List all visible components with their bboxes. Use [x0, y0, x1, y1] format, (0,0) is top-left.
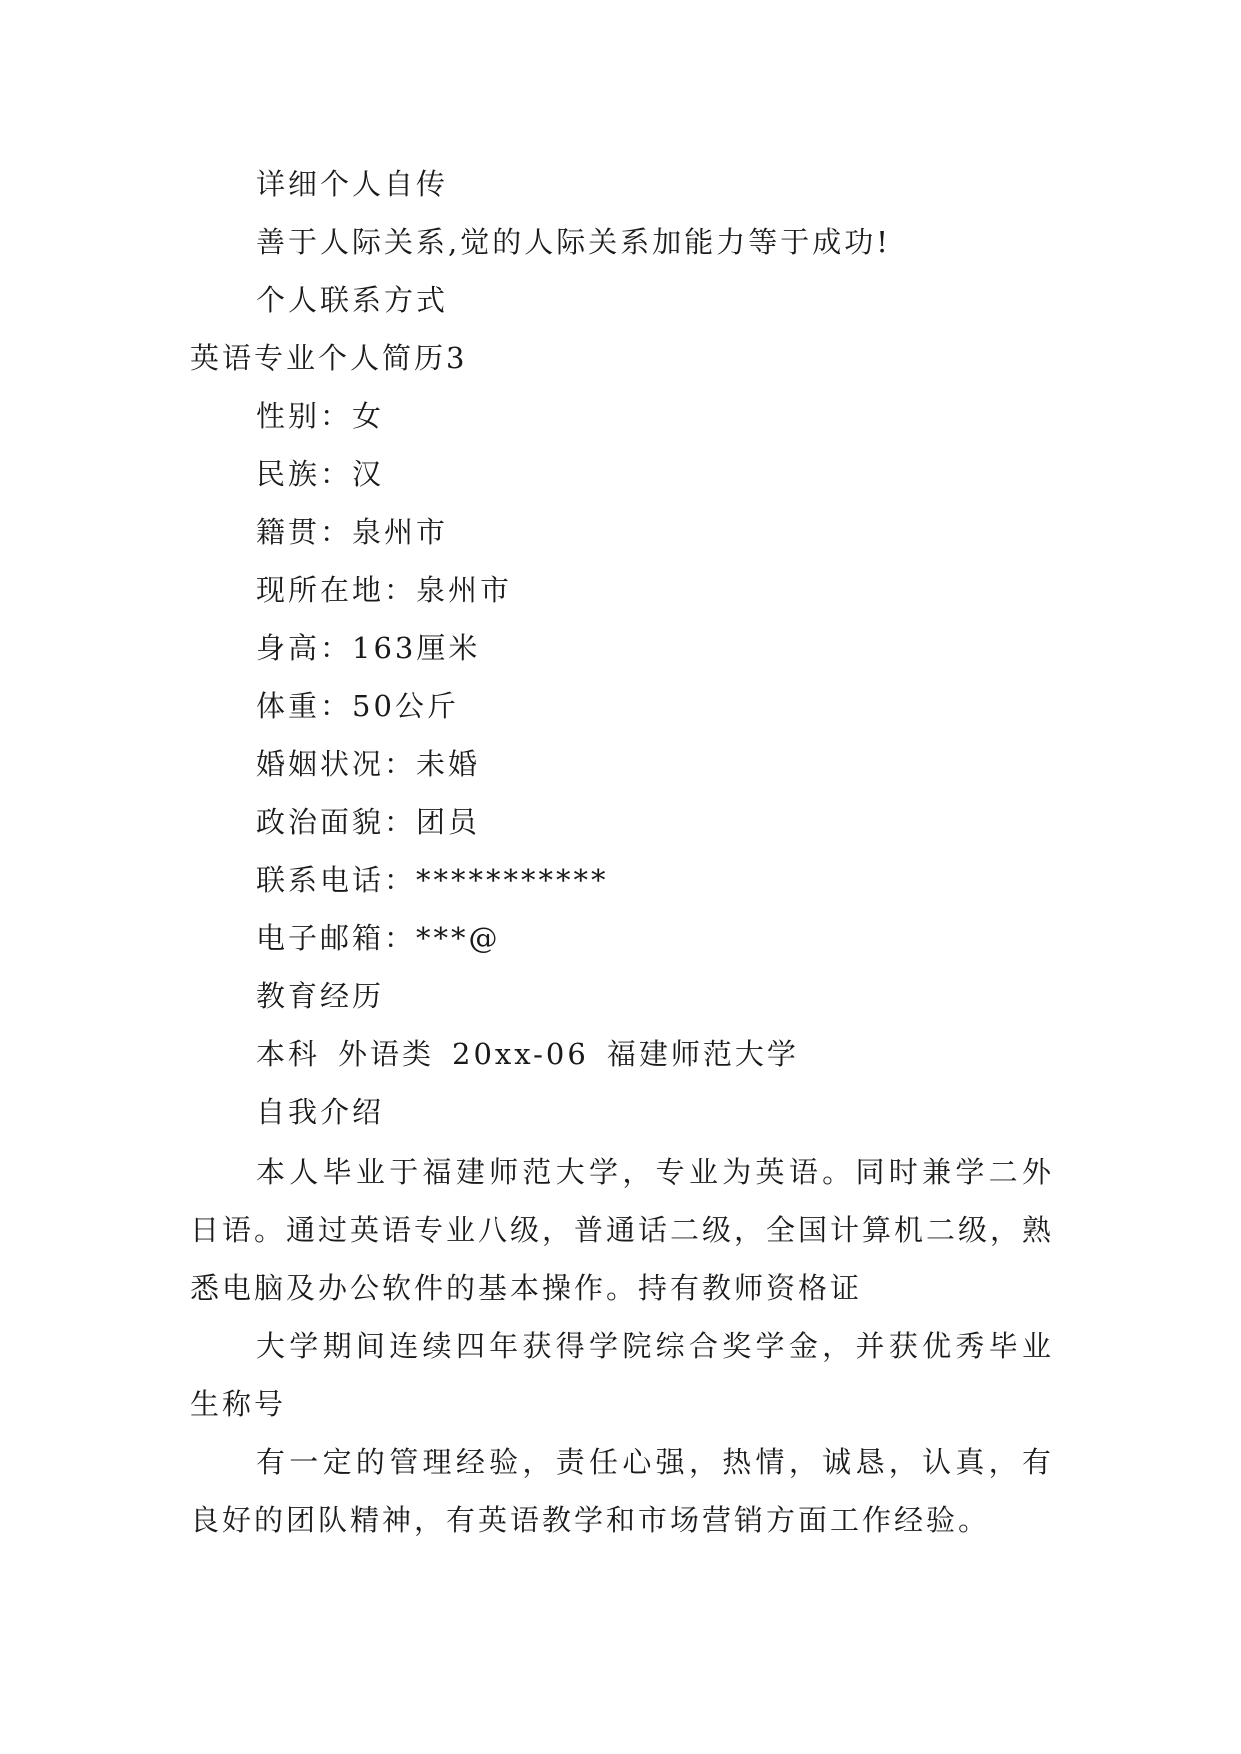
profile-marital: 婚姻状况：未婚	[256, 747, 481, 781]
intro-paragraph-2: 大学期间连续四年获得学院综合奖学金，并获优秀毕业生称号	[190, 1329, 1054, 1421]
profile-phone: 联系电话：***********	[256, 863, 609, 897]
education-date: 20xx-06	[452, 1037, 589, 1071]
social-statement: 善于人际关系,觉的人际关系加能力等于成功!	[256, 225, 891, 259]
profile-weight: 体重：50公斤	[256, 689, 459, 723]
intro-paragraph-3: 有一定的管理经验，责任心强，热情，诚恳，认真，有良好的团队精神，有英语教学和市场营销方面工作经验。	[190, 1445, 1054, 1537]
profile-political: 政治面貌：团员	[256, 805, 481, 839]
profile-origin: 籍贯：泉州市	[256, 515, 449, 549]
profile-ethnicity: 民族：汉	[256, 457, 385, 491]
autobiography-heading: 详细个人自传	[256, 167, 449, 201]
resume-title: 英语专业个人简历3	[190, 341, 468, 375]
intro-paragraph-1: 本人毕业于福建师范大学，专业为英语。同时兼学二外日语。通过英语专业八级，普通话二级，全国计算机二级，熟悉电脑及办公软件的基本操作。持有教师资格证	[190, 1155, 1055, 1305]
education-degree: 本科	[256, 1037, 321, 1071]
profile-gender: 性别：女	[256, 399, 385, 433]
profile-height: 身高：163厘米	[256, 631, 481, 665]
profile-location: 现所在地：泉州市	[256, 573, 513, 607]
education-heading: 教育经历	[256, 979, 385, 1013]
contact-heading: 个人联系方式	[256, 283, 449, 317]
intro-heading: 自我介绍	[256, 1095, 385, 1129]
education-field: 外语类	[338, 1037, 435, 1071]
education-school: 福建师范大学	[606, 1037, 799, 1071]
profile-email: 电子邮箱：***@	[256, 921, 501, 955]
education-entry	[256, 1034, 799, 1074]
